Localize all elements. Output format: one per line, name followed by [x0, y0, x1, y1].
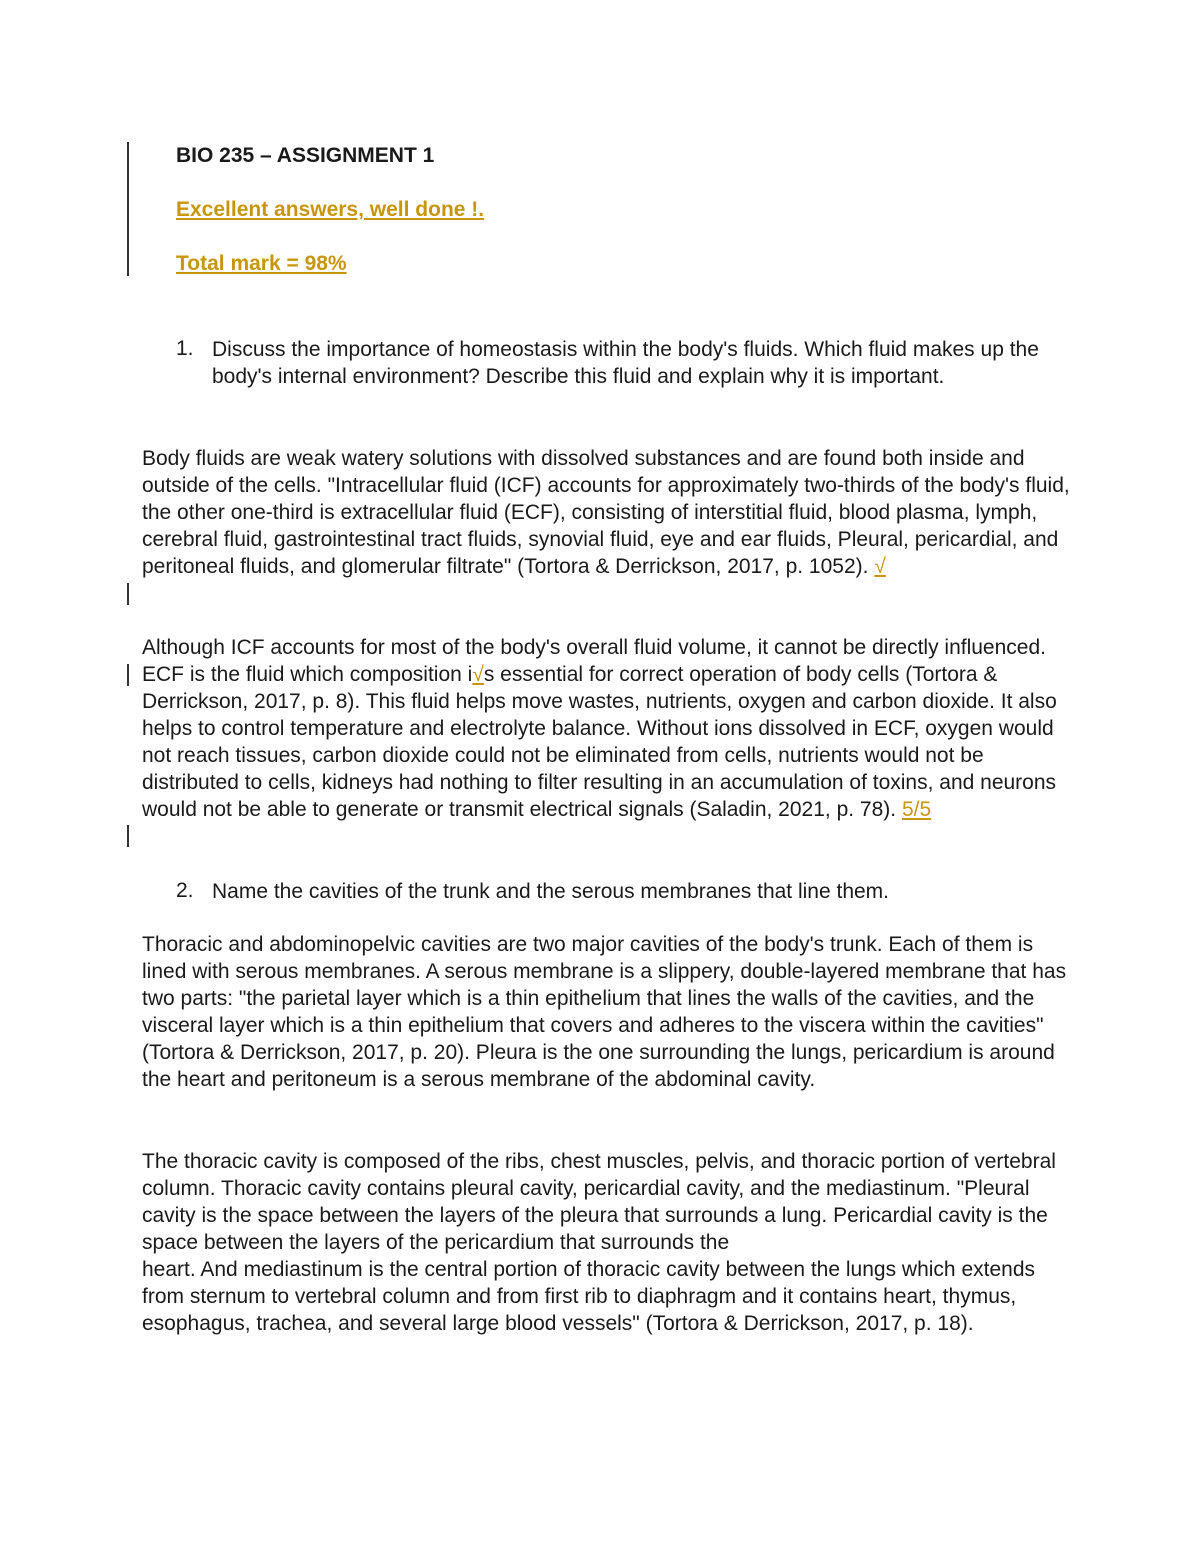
- question-text: Name the cavities of the trunk and the serous membranes that line them.: [212, 880, 890, 903]
- revision-bar-line: [127, 825, 129, 847]
- question-number: 2.: [176, 879, 194, 902]
- answer-1-paragraph-2: [142, 634, 1072, 823]
- answer-2-paragraph-1: [142, 931, 1072, 1093]
- revision-bar-line: [127, 664, 129, 686]
- answer-text: The thoracic cavity is composed of the ribs, chest muscles, pelvis, and thoracic portion of vertebral column. Thoracic cavity contains pleural cavity, pericardial cavity, and the mediastinum. "Pleural cavity is the space between the layers of the pleura that surrounds a lung. Pericardial cavity is the space between the layers of the pericardium that surrounds the: [142, 1150, 1056, 1254]
- feedback-comment: Excellent answers, well done !.: [176, 198, 485, 221]
- answer-2-paragraph-2: [142, 1148, 1072, 1337]
- revision-bar-line: [127, 583, 129, 605]
- total-mark: Total mark = 98%: [176, 252, 347, 275]
- revision-bar-header: [127, 142, 129, 276]
- question-score: 5/5: [901, 798, 932, 821]
- answer-1-paragraph-1: [142, 445, 1072, 580]
- answer-text: Thoracic and abdominopelvic cavities are two major cavities of the body's trunk. Each of them is lined with serous membranes. A serous membrane is a slippery, double-layered membrane that has two parts: "the parietal layer which is a thin epithelium that lines the walls of the cavities, and the visceral layer which is a thin epithelium that covers and adheres to the viscera within the cavities" (Tortora & Derrickson, 2017, p. 20). Pleura is the one surrounding the lungs, pericardium is around the heart and peritoneum is a serous membrane of the abdominal cavity.: [142, 933, 1067, 1091]
- answer-text: heart. And mediastinum is the central portion of thoracic cavity between the lungs which extends from sternum to vertebral column and from first rib to diaphragm and it contains heart, thymus, esophagus, trachea, and several large blood vessels" (Tortora & Derrickson, 2017, p. 18).: [142, 1258, 1035, 1335]
- question-text: Discuss the importance of homeostasis within the body's fluids. Which fluid makes up the body's internal environment? Describe this fluid and explain why it is important.: [212, 338, 1039, 388]
- question-number: 1.: [176, 337, 194, 360]
- answer-text: Body fluids are weak watery solutions with dissolved substances and are found both inside and outside of the cells. "Intracellular fluid (ICF) accounts for approximately two-thirds of the body's fluid, the other one-third is extracellular fluid (ECF), consisting of interstitial fluid, blood plasma, lymph, cerebral fluid, gastrointestinal tract fluids, synovial fluid, eye and ear fluids, Pleural, pericardial, and peritoneal fluids, and glomerular filtrate" (Tortora & Derrickson, 2017, p. 1052).: [142, 447, 1070, 578]
- answer-text: Although ICF accounts for most of the body's overall fluid volume, it cannot be directly influenced. ECF is the fluid which composition i: [142, 636, 1046, 686]
- checkmark-icon: √: [472, 663, 484, 686]
- assignment-title: BIO 235 – ASSIGNMENT 1: [176, 144, 435, 167]
- checkmark-icon: √: [874, 555, 886, 578]
- answer-text: s essential for correct operation of body cells (Tortora & Derrickson, 2017, p. 8). This fluid helps move wastes, nutrients, oxygen and carbon dioxide. It also helps to control temperature and electrolyte balance. Without ions dissolved in ECF, oxygen would not reach tissues, carbon dioxide could not be eliminated from cells, nutrients would not be distributed to cells, kidneys had nothing to filter resulting in an accumulation of toxins, and neurons would not be able to generate or transmit electrical signals (Saladin, 2021, p. 78).: [142, 663, 1057, 821]
